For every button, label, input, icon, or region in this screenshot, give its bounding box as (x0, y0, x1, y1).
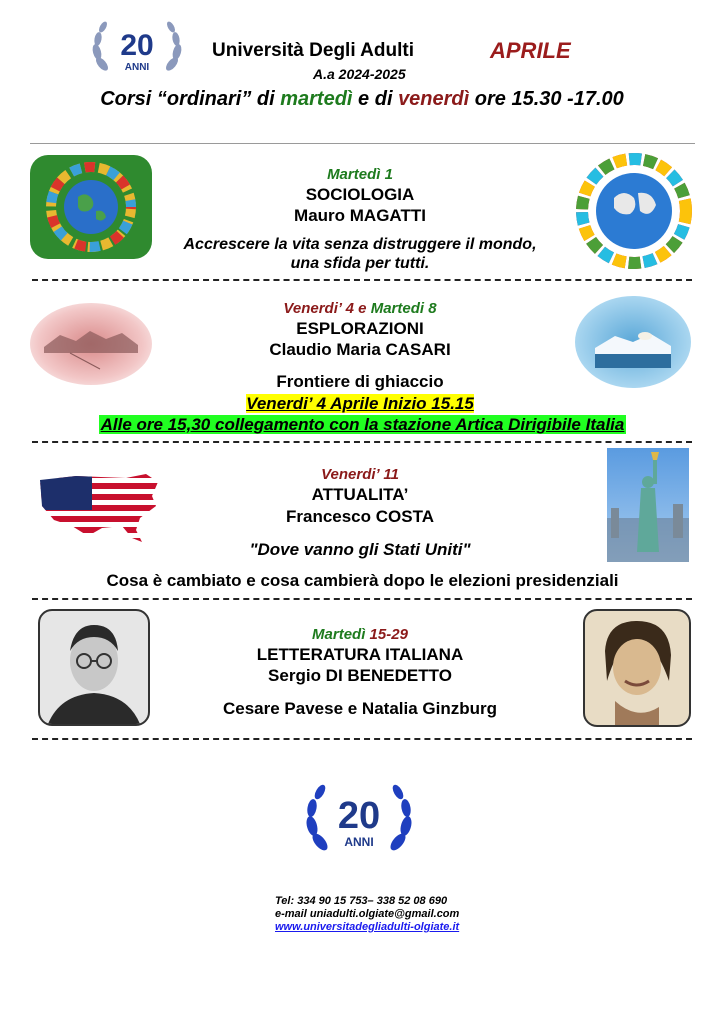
laurel-logo-icon (88, 14, 186, 84)
header-divider (30, 143, 695, 144)
course1-teacher: Mauro MAGATTI (294, 206, 426, 225)
course2-teacher: Claudio Maria CASARI (269, 340, 451, 359)
cesare-pavese-portrait (38, 609, 150, 726)
statue-of-liberty-image (607, 448, 689, 562)
polar-bear-image (575, 296, 691, 388)
header-logo (88, 14, 186, 84)
course1-description-2: una sfida per tutti. (290, 255, 430, 272)
course3-title: "Dove vanno gli Stati Uniti" (249, 540, 471, 559)
course4-day: Martedì 15-29 (312, 626, 408, 643)
course2-subject: ESPLORAZIONI (296, 319, 424, 338)
footer-email: e-mail uniadulti.olgiate@gmail.com (275, 908, 460, 920)
course2-day: Venerdi’ 4 e Martedi 8 (283, 300, 437, 317)
arctic-ice-image (30, 303, 152, 385)
course2-live-link: Alle ore 15,30 collegamento con la stazione Artica Dirigibile Italia (100, 415, 625, 434)
course3-description: Cosa è cambiato e cosa cambierà dopo le elezioni presidenziali (106, 571, 619, 590)
course4-description: Cesare Pavese e Natalia Ginzburg (222, 699, 498, 718)
course3-subject: ATTUALITA’ (311, 485, 409, 504)
logo-sub: ANNI (124, 62, 150, 73)
university-name: Università Degli Adulti (212, 40, 414, 61)
month-label: APRILE (490, 38, 571, 63)
sdg-globe-image (30, 155, 152, 259)
logo-number: 20 (337, 795, 381, 837)
footer-logo (300, 770, 418, 870)
laurel-logo-icon (300, 770, 418, 870)
course1-subject: SOCIOLOGIA (305, 185, 415, 204)
footer-website[interactable] (275, 921, 459, 933)
natalia-ginzburg-portrait (583, 609, 691, 727)
schedule-subtitle: Corsi “ordinari” di martedì e di venerdì ore 15.30 -17.00 (100, 88, 624, 110)
footer-phone: Tel: 334 90 15 753– 338 52 08 690 (275, 895, 448, 907)
course2-description: Frontiere di ghiaccio (276, 372, 444, 391)
logo-number: 20 (120, 29, 154, 62)
website-link[interactable]: www.universitadegliadulti-olgiate.it (275, 921, 460, 933)
section-divider (32, 598, 692, 600)
section-divider (32, 279, 692, 281)
course3-teacher: Francesco COSTA (285, 507, 434, 526)
course4-subject: LETTERATURA ITALIANA (256, 645, 464, 664)
section-divider (32, 738, 692, 740)
academic-year: A.a 2024-2025 (313, 66, 406, 82)
course3-day: Venerdi’ 11 (321, 466, 399, 483)
logo-sub: ANNI (344, 835, 374, 849)
usa-flag-map-image (36, 472, 162, 546)
course4-teacher: Sergio DI BENEDETTO (268, 666, 452, 685)
course2-start-time: Venerdi’ 4 Aprile Inizio 15.15 (246, 394, 474, 413)
sdg-wheel-image (576, 153, 692, 269)
section-divider (32, 441, 692, 443)
course1-description-1: Accrescere la vita senza distruggere il mondo, (183, 236, 537, 253)
course1-day: Martedì 1 (327, 166, 393, 183)
